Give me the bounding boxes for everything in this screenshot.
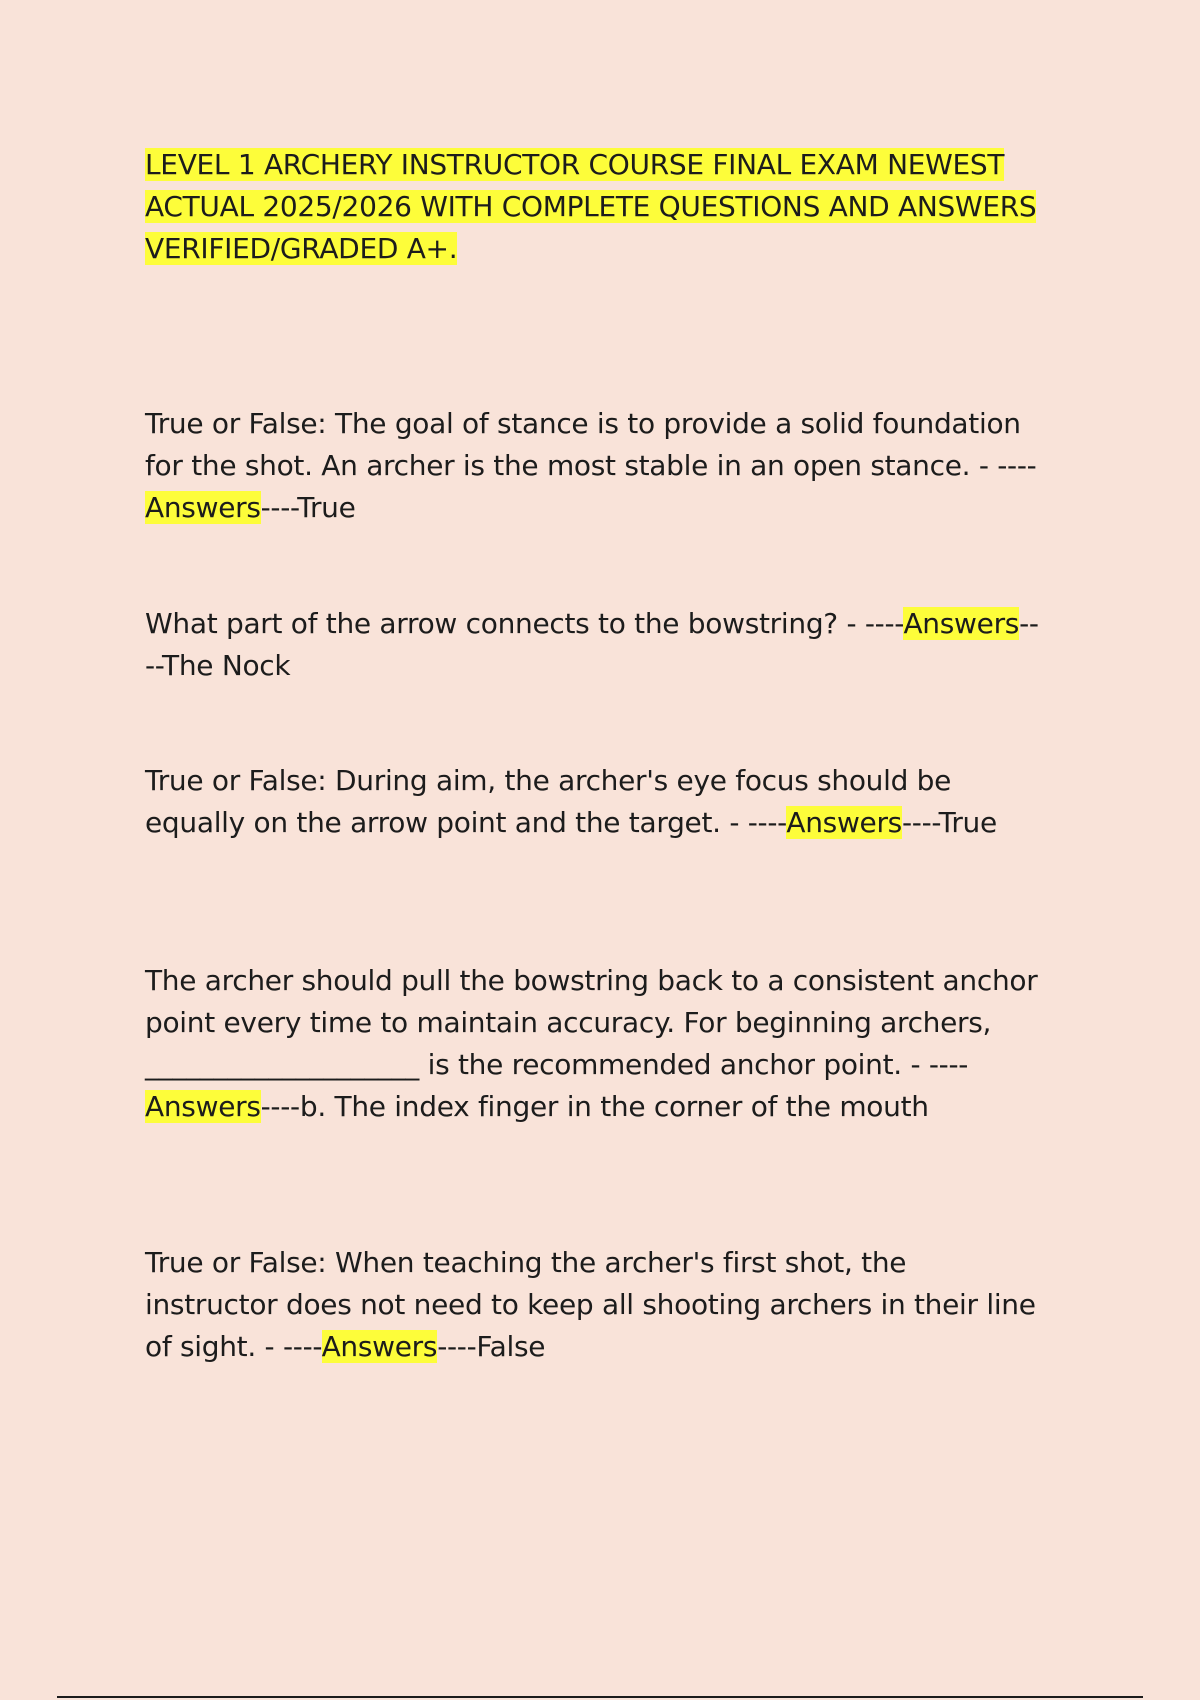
- answer-text: ----True: [260, 491, 356, 524]
- title-highlight: LEVEL 1 ARCHERY INSTRUCTOR COURSE FINAL EXAM NEWEST ACTUAL 2025/2026 WITH COMPLETE QUESTIONS AND ANSWERS VERIFIED/GRADED A+.: [145, 148, 1037, 265]
- page-bottom-rule: [57, 1696, 1143, 1698]
- question-text: True or False: When teaching the archer's first shot, the instructor does not need to keep all shooting archers in their line of sight. - ----: [145, 1246, 1036, 1363]
- qa-item-2: [145, 603, 1045, 687]
- question-text: What part of the arrow connects to the bowstring? - ----: [145, 607, 904, 640]
- qa-item-4: [145, 960, 1045, 1128]
- document-title: [145, 144, 1075, 270]
- answers-marker: Answers: [786, 806, 902, 839]
- qa-item-5: [145, 1242, 1045, 1368]
- answers-marker: Answers: [145, 1090, 261, 1123]
- answer-text: ----True: [901, 806, 997, 839]
- answers-marker: Answers: [145, 491, 261, 524]
- answers-marker: Answers: [321, 1330, 438, 1363]
- question-text: True or False: During aim, the archer's eye focus should be equally on the arrow point and the target. - ----: [145, 764, 952, 839]
- answers-marker: Answers: [903, 607, 1020, 640]
- question-text: True or False: The goal of stance is to provide a solid foundation for the shot. An archer is the most stable in an open stance. - ----: [145, 407, 1036, 482]
- qa-item-1: [145, 403, 1045, 529]
- question-text: The archer should pull the bowstring back to a consistent anchor point every time to maintain accuracy. For beginning archers, ____________________ is the recommended anchor point. - ----: [145, 964, 1038, 1081]
- answer-text: ----False: [437, 1330, 546, 1363]
- answer-text: ----The Nock: [145, 607, 1039, 682]
- answer-text: ----b. The index finger in the corner of the mouth: [260, 1090, 929, 1123]
- qa-item-3: [145, 760, 1045, 844]
